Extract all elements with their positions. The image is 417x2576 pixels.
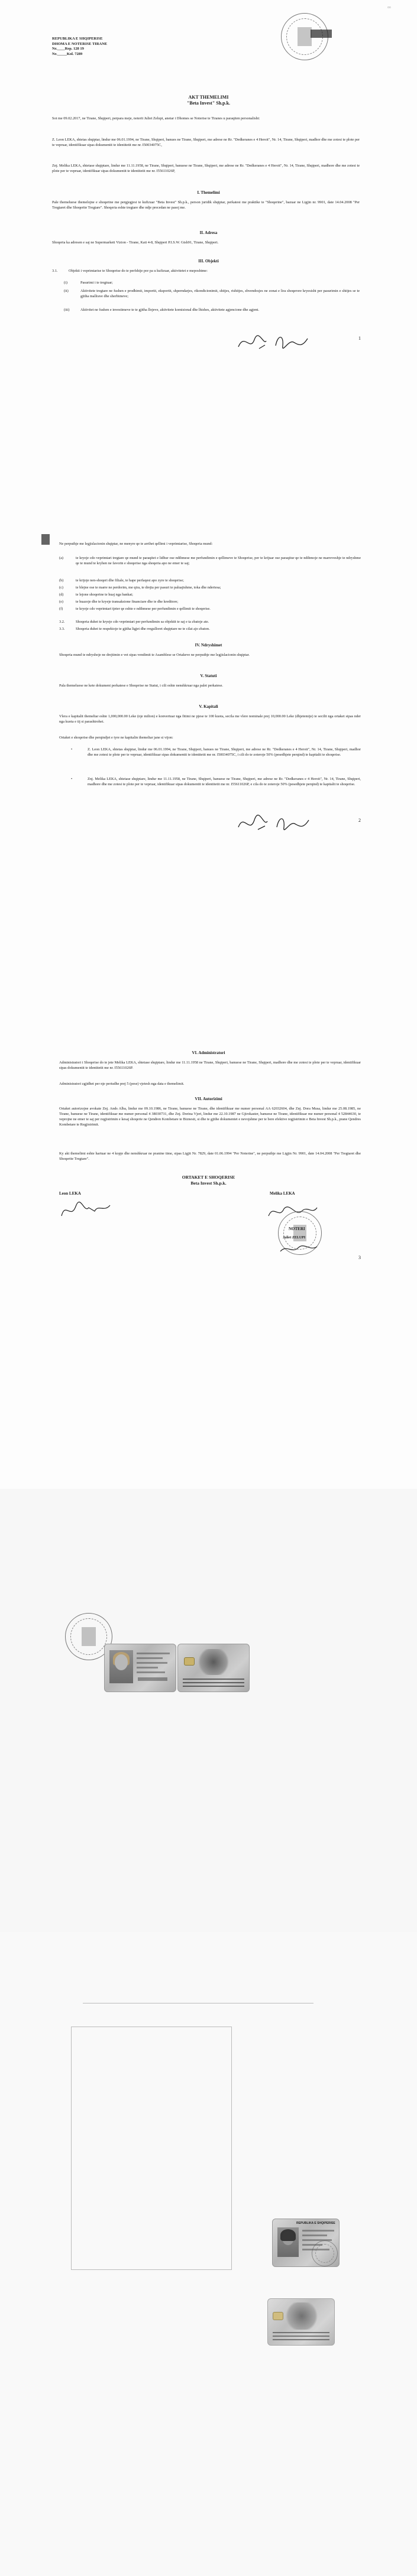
id-card-back [177, 1644, 250, 1692]
shareholders-footer: ORTAKET E SHOQERISE Beta Invest Sh.p.k. [182, 1175, 235, 1186]
id-card-header: REPUBLIKA E SHQIPERISE [296, 2222, 335, 2225]
section-5-heading: V. Statuti [200, 674, 217, 678]
cont-intro: Ne perputhje me legjislacionin shqiptar, ne menyre qe te arrihet qellimi i veprimtarise, Shoqeria mund: [59, 542, 213, 546]
capability-item: (e) te huazoje dhe te kryeje transaksione financiare dhe te dhe kreditore; [59, 600, 179, 604]
founder-signatures [235, 809, 312, 838]
section-5-text: Pala themeluese ne kete dokument perkatese e Shoqerise ne Statut, i cili eshte nenshkruar nga palet perkatese. [59, 684, 223, 688]
object-item: (iii) Aktivitet ne fushen e investimeve te te gjitha llojeve, aktivitete komisional dhe lhishes, aktivitete agjencione dhe agjent. [64, 308, 259, 312]
administrator-text: Administratori i Shoqerise do te jete Melika LEKA, shtetase shqiptare, lindur me 11.11.1958 ne Tirane, Shqiperi, banuese ne Tirane, Shqiperi, madhore dhe me zotesi te plote per te vepruar, identifikuar sipas dokumentit te identitetit me nr. I55611026P. [59, 1061, 361, 1070]
administrator-term: Administratori zgjidhet per nje periudhe prej 5 (pese) vjetesh nga data e themelimit. [59, 1082, 185, 1086]
capability-item: (c) te blejne ose te marre ne perdorim, me qira, te drejta per pasuri te paluajtshme, toka dhe ndertesa; [59, 586, 221, 590]
notary-name: Juliet ZELUPI [283, 1236, 306, 1240]
eagle-emblem-icon [283, 2302, 320, 2330]
founder-1-name: Leon LEKA [59, 1191, 81, 1196]
shareholder-item: • Z. Leon LEKA, shtetas shqiptar, lindur me 06.01.1994, ne Tirane, Shqiperi, banues ne Tirane, Shqiperi, me adrese ne Rr. "Dedkeranes e 4 Heroit", Nr. 14, Tirane, Shqiperi, madhor dhe me zotesi te plote per te vepruar, identifikuar sipas dokumentit te identitetit me nr. I50034075C, i cili do te zoteroje 50% (pesedhjete perqind) te kapitalit te shoqerise. [71, 747, 361, 757]
clause-3-3: 3.3. Shoqeria duhet te respektoje te gjitha ligjet dhe rregulloret shqiptare ne te cilat ajo zbaton. [59, 627, 210, 631]
object-item: (ii) Aktivitete tregtare ne fushen e prodhimit, importit, eksportit, shperndarjes, rikondicionimit, shitjes, rishitjes, zhvendosjes ne zonat e lira shoqerore kryesisht per pasurimin e shitjes se te gjitha mallrave dhe sherbimeve; [64, 289, 360, 298]
header-chamber: DHOMA E NOTERISE TIRANE [52, 41, 108, 46]
scan-frame-edge [71, 2027, 232, 2270]
section-3-heading: III. Objekti [198, 259, 219, 264]
section-4-text: Shoqeria mund te ndryshoje ne drejtimin e vet sipas vendimit te Asamblese se Ortakeve ne perputhje me legjislacionin shqiptar. [59, 653, 250, 657]
party-2-paragraph: Znj. Melika LEKA, shtetase shqiptare, lindur me 11.11.1958, ne Tirane, Shqiperi, banuese ne Tirane, Shqiperi, me adrese ne Rr. "Dedkeranes e 4 Heroit", Nr. 14, Tirane, Shqiperi, madhore dhe me zotesi te plote per te vepruar, identifikuar sipas dokumentit te identitetit me nr. I55611026P, [52, 164, 360, 173]
founder-2-name: Melika LEKA [270, 1191, 295, 1196]
id-photo [109, 1650, 133, 1683]
notary-label: NOTERI [289, 1227, 305, 1231]
document-page-3 [0, 1016, 417, 1489]
clause-3-2: 3.2. Shoqeria duhet te kryeje cdo veprimtari per perfundimin sa objektit te saj e ta zbatoje ate. [59, 620, 209, 624]
page-number: 2 [358, 818, 361, 823]
capability-item: (b) te krijoje nen-shoqeri dhe filiale, te hape perfaqesi apo zyre te shoqerise; [59, 578, 184, 583]
section-authorization-heading: VII. Autorizimi [195, 1097, 222, 1101]
chip-icon [273, 2312, 283, 2320]
notary-stamp [312, 2240, 338, 2266]
founder-1-signature [59, 1198, 112, 1222]
section-2-text: Shoqeria ka adresen e saj ne Supermarketi Vizion - Tirane, Kati 4-8, Shqiperi P.I.S.W. Gtsh91, Tirane, Shqiperi. [52, 240, 219, 245]
section-capital-heading: V. Kapitali [199, 704, 218, 709]
capital-text: Vlera e kapitalit themeltar eshte 1,000,000.00 Leke (nje milion) e konvertuar nga fitimi ne pjese te 100 kuota, secila me vlere nominale prej 10,000.00 Leke (dhjetemije) te secilit nga ortaket sipas nder nga kuota e tij si parashtrohet. [59, 714, 361, 724]
object-item: (i) Pasurimi i te tregtuar; [64, 281, 113, 285]
section-4-heading: IV. Ndryshimet [195, 643, 222, 648]
party-1-paragraph: Z. Leon LEKA, shtetas shqiptar, lindur me 06.01.1994, ne Tirane, Shqiperi, banues ne Tirane, Shqiperi, me adrese ne Rr. "Dedkeranes e 4 Heroit", Nr. 14, Tirane, Shqiperi, madhor dhe me zotesi te plote per te vepruar, identifikuar sipas dokumentit te identitetit me nr. I50034075C, [52, 138, 360, 147]
eagle-emblem-icon [196, 1649, 231, 1675]
ink-corner-mark [41, 534, 50, 545]
id-card-copy-page-1 [0, 1489, 417, 1932]
clause-3-1: 3.1. Objekti i veprimtarise te Shoqerise do te perfshije por pa u kufizuar, aktivitetet e meposhtme: [52, 269, 208, 273]
notary-header [52, 37, 107, 57]
page-number: 1 [358, 336, 361, 341]
section-2-heading: II. Adresa [199, 230, 218, 235]
page-corner-mark: ▫▫ [387, 5, 391, 10]
header-rep-number: Nr.____Rep. 128 19 [52, 47, 84, 51]
page-number: 3 [358, 1255, 361, 1260]
closing-text: Ky akt themelimi eshte hartuar ne 4 kopje dhe nenshkruar ne pranine time, sipas Ligjit Nr. 7829, date 01.06.1994 "Per Noterine", ne perputhje me Ligjin Nr. 9901, date 14.04.2008 "Per Tregtaret dhe Shoqerite Tregtare". [59, 1152, 361, 1161]
id-signature-strip [138, 1677, 167, 1681]
chip-icon [184, 1657, 195, 1666]
section-1-heading: I. Themelimi [197, 190, 220, 195]
id-card-copy-page-2 [0, 1932, 417, 2576]
capability-item: (d) te lejone shoqerine te huaj nga bankat; [59, 593, 133, 597]
header-country: REPUBLIKA E SHQIPERISE [52, 37, 103, 41]
scan-line [83, 2003, 313, 2009]
id-card-front [104, 1644, 176, 1692]
id-card-front [272, 2219, 340, 2267]
notary-signature [278, 1243, 319, 1255]
deed-title: AKT THEMELIMI "Beta Invest" Sh.p.k. [186, 95, 231, 106]
section-administrator-heading: VI. Administratori [192, 1050, 225, 1055]
stamp-ink-mark [311, 30, 332, 38]
document-page-2 [0, 532, 417, 1016]
section-1-text: Pale themeluese themelojne e shoqerine me pergjegjesi te kufizuar "Beta Invest" Sh.p.k., person juridik shqiptar, perkatesi me praktike te "Shoqerine", bazuar ne Ligjin nr. 9901, date 14.04.2008 "Per Tregtaret dhe Shoqerite Tregtare". Shoqeria eshte tregtare dhe ndje precedan ne pasoj me. [52, 200, 360, 210]
header-kol-number: Nr._____Kol. 7289 [52, 51, 83, 56]
id-photo [277, 2227, 299, 2257]
founder-signatures [235, 328, 312, 356]
intro-paragraph: Sot me 09.02.2017, ne Tirane, Shqiperi, perpara meje, noterit Juliet Zelupi, anetar i Dhomes se Noterise te Tiranes u paraqiten personalisht: [52, 116, 260, 121]
shareholders-intro: Ortaket e shoqerise dhe perqindjet e tyre ne kapitalin themeltar jane si vijon: [59, 736, 173, 740]
id-card-back [267, 2298, 335, 2346]
shareholder-item: • Znj. Melika LEKA, shtetase shqiptare, lindur me 11.11.1958, ne Tirane, Shqiperi, banuese ne Tirane, Shqiperi, me adrese ne Rr. "Dedkeranes e 4 Heroit", Nr. 14, Tirane, Shqiperi, madhore dhe me zotesi te plote per te vepruar, identifikuar sipas dokumentit te identitetit me nr. I55611026P, e cila do te zoteroje 50% (pesedhjete perqind) te kapitalit te shoqerise. [71, 777, 361, 786]
document-page-1 [0, 0, 417, 532]
capability-item: (f) te kryeje cdo veprimtari tjeter qe eshte e ndihmese per perfundimin e qellimit te shoqerise. [59, 607, 211, 611]
capability-item: (a) te kryeje cdo veprimtari tregtare qe mund te paraqitet e lidhur ose ndihmese me perfundimin e qellimeve te Shoqerise, per te krijuar ose paraqitur qe te ndihmoje ne marreveshje te ndryshme qe te mund te kryhen ne favorin e shoqerise nga shoqeria apo ne emer te saj; [59, 556, 361, 565]
authorization-text: Ortaket autorizojne avokate Znj. Ands Alba, lindur me 09.10.1986, ne Tirane, banuese ne Tirane, dhe identifikuar me numer personal AA 62032604, dhe Znj. Dora Musa, lindur me 25.08.1985, ne Tirane, banuese ne Tirane, identifikuar me numer personal 4 38030731, dhe Znj. Dorina Vjeri, lindur me 22.10.1987 ne Gjirokaster, banuese ne Tirane, identifikuar me numer personal 4 52844630, te veprojne ne emer te saj per regjistrimin e kesaj shoqerie ne Qendren Kombetare te Biznesit, si dhe te gjithe dokumentet e nevojshme per te bere efektive regjistrimin e Beta Invest Sh.p.k., prane Qendres Kombetare te Regjistrimit. [59, 1107, 361, 1127]
